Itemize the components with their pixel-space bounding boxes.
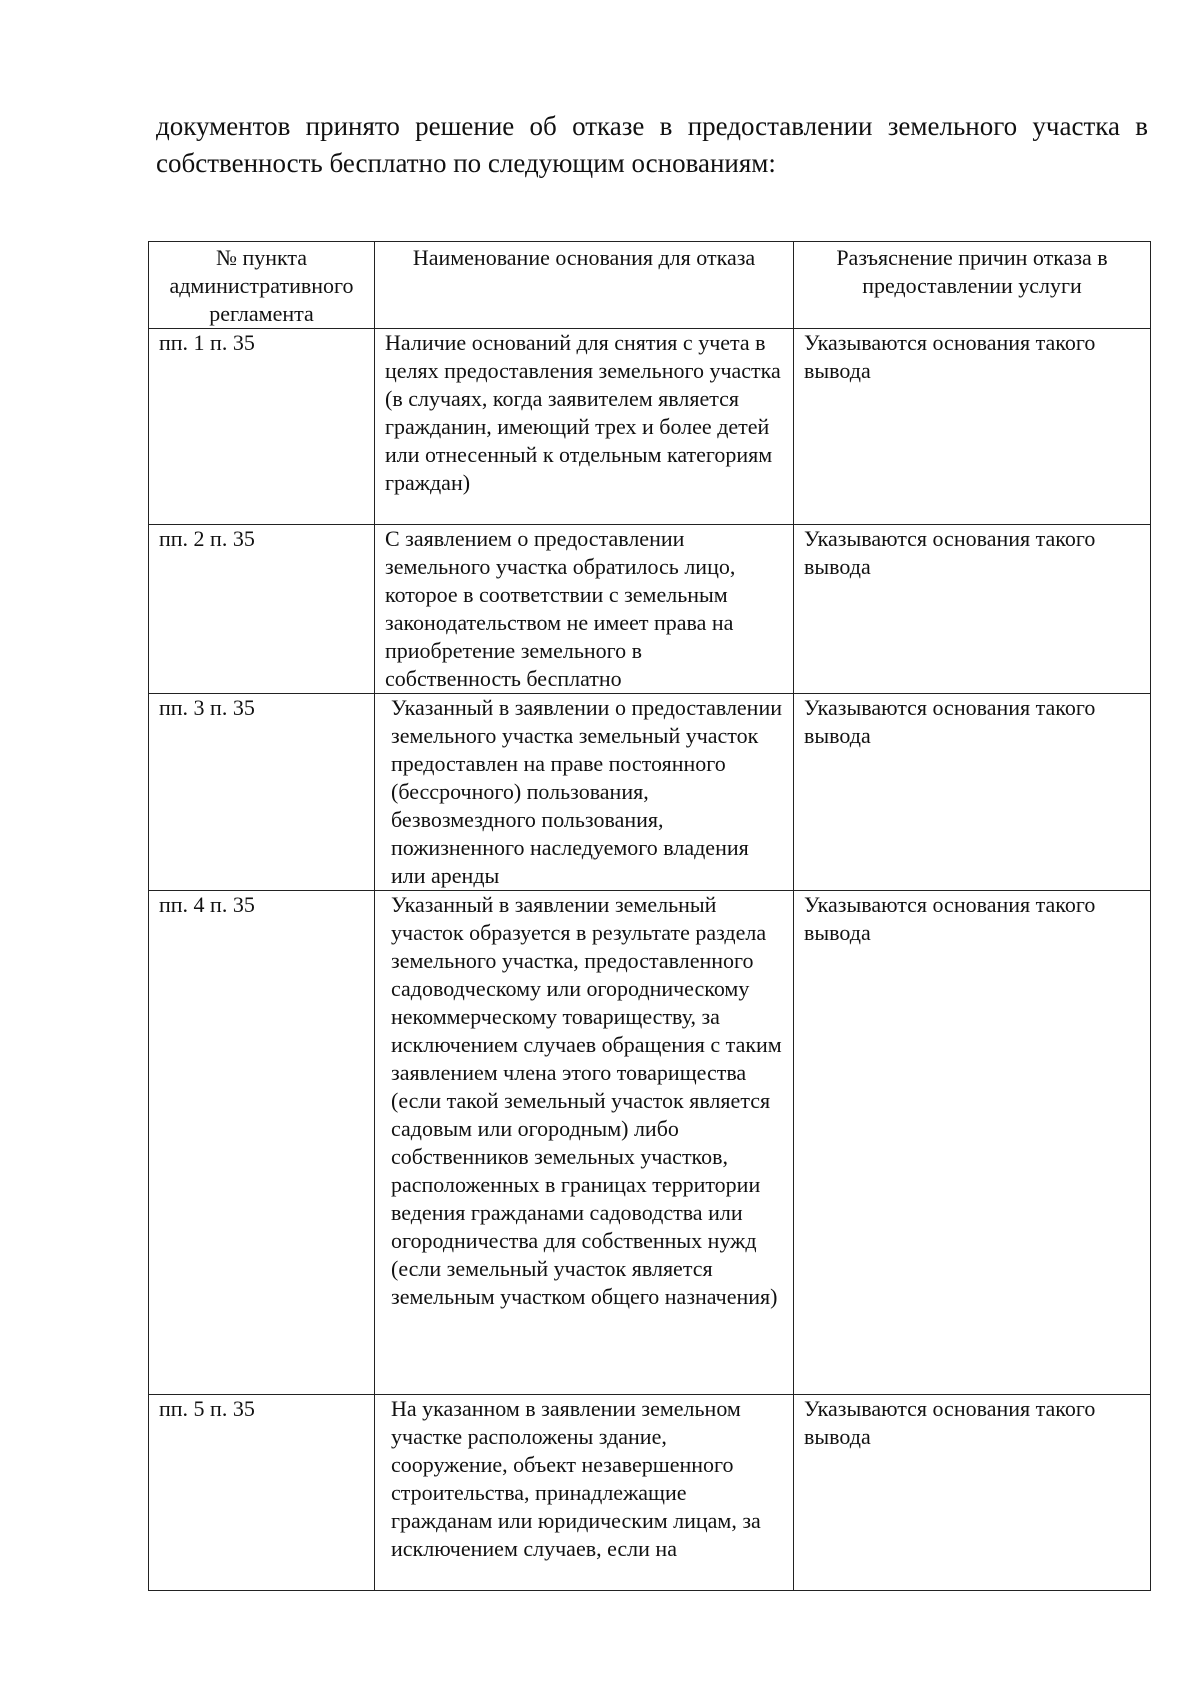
header-ground-name: Наименование основания для отказа <box>375 242 794 329</box>
row-explanation: Указываются основания такого вывода <box>794 891 1151 1395</box>
row-point-number: пп. 5 п. 35 <box>149 1395 375 1591</box>
table-row <box>149 694 1151 891</box>
row-point-number: пп. 3 п. 35 <box>149 694 375 891</box>
header-explanation: Разъяснение причин отказа в предоставлении услуги <box>794 242 1151 329</box>
table-row <box>149 891 1151 1395</box>
row-explanation: Указываются основания такого вывода <box>794 525 1151 694</box>
row-ground-name: Наличие оснований для снятия с учета в целях предоставления земельного участка (в случаях, когда заявителем является гражданин, имеющий трех и более детей или отнесенный к отдельным категориям граждан) <box>375 329 794 525</box>
row-explanation: Указываются основания такого вывода <box>794 329 1151 525</box>
table-row <box>149 525 1151 694</box>
row-explanation: Указываются основания такого вывода <box>794 694 1151 891</box>
row-point-number: пп. 4 п. 35 <box>149 891 375 1395</box>
row-point-number: пп. 2 п. 35 <box>149 525 375 694</box>
row-point-number: пп. 1 п. 35 <box>149 329 375 525</box>
intro-paragraph: документов принято решение об отказе в предоставлении земельного участка в собственность бесплатно по следующим основаниям: <box>156 111 1148 178</box>
row-ground-name: На указанном в заявлении земельном участке расположены здание, сооружение, объект незавершенного строительства, принадлежащие гражданам или юридическим лицам, за исключением случаев, если на <box>375 1395 794 1591</box>
table-row <box>149 1395 1151 1591</box>
refusal-grounds-table <box>148 241 1151 1591</box>
table-header-row <box>149 242 1151 329</box>
header-point-number: № пункта административного регламента <box>149 242 375 329</box>
row-ground-name: Указанный в заявлении земельный участок образуется в результате раздела земельного участка, предоставленного садоводческому или огородническому некоммерческому товариществу, за исключением случаев обращения с таким заявлением члена этого товарищества (если такой земельный участок является садовым или огородным) либо собственников земельных участков, расположенных в границах территории ведения гражданами садоводства или огородничества для собственных нужд (если земельный участок является земельным участком общего назначения) <box>375 891 794 1395</box>
row-ground-name: Указанный в заявлении о предоставлении земельного участка земельный участок предоставлен на праве постоянного (бессрочного) пользования, безвозмездного пользования, пожизненного наследуемого владения или аренды <box>375 694 794 891</box>
row-explanation: Указываются основания такого вывода <box>794 1395 1151 1591</box>
row-ground-name: С заявлением о предоставлении земельного участка обратилось лицо, которое в соответствии с земельным законодательством не имеет права на приобретение земельного в собственность бесплатно <box>375 525 794 694</box>
table-row <box>149 329 1151 525</box>
